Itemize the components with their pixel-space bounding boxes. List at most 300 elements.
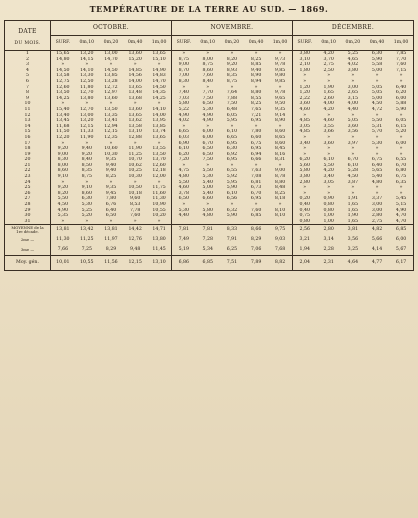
temperature-cell: 5,90 [371,56,383,62]
temperature-cell: 8,60 [202,67,213,73]
temperature-cell: 7,60 [395,62,407,68]
temperature-cell: 5,05 [347,118,359,124]
temperature-cell: » [51,219,75,225]
temperature-cell: 11,30 [152,196,166,202]
temperature-cell: 14,50 [152,84,166,90]
temperature-cell: 14,10 [80,67,94,73]
temperature-cell: 7,28 [202,237,213,243]
temperature-cell: 14,42 [123,225,147,236]
temperature-cell: 7,88 [226,95,238,101]
temperature-cell: » [351,146,355,152]
temperature-cell: 5,00 [202,185,213,191]
temperature-cell: 5,40 [371,174,383,180]
temperature-cell: 7,50 [226,101,238,107]
temperature-cell: 6,35 [395,179,407,185]
temperature-cell: 5,05 [371,84,383,90]
temperature-cell: 4,60 [292,107,316,113]
temperature-cell: 6,70 [395,162,407,168]
temperature-cell: 7,70 [202,90,213,96]
temperature-cell: » [351,185,355,191]
temperature-cell: 3,14 [323,237,334,243]
temperature-cell: 6,20 [292,157,316,163]
day-cell: 15 [5,129,51,135]
temperature-cell: 10,01 [51,256,75,271]
table-row [5,213,414,219]
temperature-cell: » [327,112,331,118]
temperature-cell: 15,40 [51,107,75,113]
temperature-cell: 7,08 [250,174,262,180]
temperature-cell: 8,78 [274,174,286,180]
temperature-cell: 14,50 [104,67,118,73]
temperature-cell: » [51,141,75,147]
temperature-cell: 6,94 [250,151,262,157]
temperature-cell: 8,10 [274,207,286,213]
temperature-cell: 5,30 [171,208,195,214]
temperature-cell: 8,30 [171,79,195,85]
temperature-cell: 9,75 [268,225,292,236]
temperature-cell: 13,10 [147,256,171,271]
temperature-cell: » [278,51,282,56]
temperature-cell: 5,92 [226,174,238,180]
temperature-cell: 6,81 [250,179,262,185]
day-cell: 27 [5,196,51,202]
temperature-cell: » [157,140,161,146]
temperature-cell: 6,92 [226,151,238,157]
column-header: 0m,20 [220,36,244,51]
temperature-cell: 5,66 [371,237,383,243]
temperature-cell: 5,50 [171,180,195,186]
temperature-cell: 6,03 [171,135,195,141]
temperature-cell: » [133,62,137,68]
temperature-cell: » [157,179,161,185]
temperature-cell: 4,82 [365,225,389,236]
temperature-cell: 1,00 [323,218,334,224]
temperature-cell: 13,62 [128,118,142,124]
temperature-cell: 4,90 [395,207,407,213]
day-cell: 26 [5,191,51,197]
temperature-cell: 7,60 [129,213,141,219]
temperature-cell: 10,70 [128,157,142,163]
temperature-cell: 3,70 [323,56,334,62]
table-row [5,90,414,96]
temperature-cell: 6,30 [226,146,238,152]
temperature-cell: 7,50 [202,95,213,101]
temperature-cell: 10,90 [152,202,166,208]
column-header: 0m,40 [123,36,147,51]
temperature-cell: » [85,218,89,224]
temperature-cell: 6,10 [323,157,334,163]
temperature-cell: 13,20 [80,51,94,56]
temperature-cell: 7,70 [395,56,407,62]
temperature-cell: 2,50 [323,67,334,73]
day-cell: 4 [5,68,51,74]
temperature-cell: 7,60 [250,207,262,213]
temperature-cell: 3,81 [341,225,365,236]
temperature-cell: 13,28 [104,78,118,84]
temperature-cell: 6,00 [395,95,407,101]
temperature-cell: 13,65 [128,112,142,118]
temperature-cell: 1,90 [323,84,334,90]
temperature-cell: 12,18 [152,168,166,174]
temperature-cell: » [85,101,89,107]
temperature-cell: 5,00 [371,95,383,101]
temperature-cell: 12,50 [80,78,94,84]
temperature-cell: 5,88 [395,101,407,107]
temperature-cell: 8,70 [171,68,195,74]
temperature-cell: 13,55 [152,146,166,152]
temperature-cell: » [171,202,195,208]
temperature-cell: 6,17 [389,256,413,271]
temperature-cell: 3,00 [371,207,383,213]
temperature-cell: 11,33 [80,129,94,135]
temperature-cell: » [51,180,75,186]
temperature-cell: 13,60 [104,95,118,101]
temperature-cell: 4,90 [51,208,75,214]
temperature-cell: 8,94 [250,78,262,84]
temperature-cell: » [292,79,316,85]
day-cell: 24 [5,180,51,186]
temperature-cell: » [351,78,355,84]
temperature-cell: 6,70 [202,140,213,146]
temperature-cell: 6,60 [202,196,213,202]
temperature-cell: » [351,134,355,140]
column-header: 1m,00 [147,36,171,51]
temperature-cell: 14,70 [152,78,166,84]
temperature-cell: 14,15 [80,56,94,62]
temperature-cell: 3,97 [347,140,359,146]
temperature-cell: 13,50 [152,151,166,157]
temperature-cell: 12,70 [80,90,94,96]
column-header: SURF. [292,36,316,51]
temperature-cell: 4,90 [202,118,213,124]
temperature-cell: 6,00 [395,140,407,146]
temperature-cell: 13,20 [80,118,94,124]
temperature-cell: 12,15 [123,256,147,271]
temperature-cell: » [278,123,282,129]
temperature-cell: 6,50 [202,151,213,157]
temperature-cell: 0,20 [292,196,316,202]
temperature-cell: 12,72 [104,84,118,90]
temperature-cell: 6,95 [250,118,262,124]
temperature-cell: 1,65 [347,207,359,213]
temperature-cell: 6,32 [226,207,238,213]
temperature-cell: 4,14 [371,247,383,253]
temperature-cell: 9,40 [81,146,92,152]
temperature-cell: 3,60 [347,123,359,129]
temperature-cell: 4,80 [202,213,213,219]
temperature-cell: 5,25 [347,51,359,56]
day-cell: 8 [5,90,51,96]
temperature-cell: 9,10 [81,185,92,191]
temperature-cell: 3,00 [347,84,359,90]
temperature-cell: 8,40 [202,78,213,84]
temperature-cell: 13,70 [152,157,166,163]
temperature-cell: 6,95 [250,146,262,152]
summary-label: 2me — [20,237,35,243]
temperature-cell: 3,37 [371,196,383,202]
temperature-cell: 11,90 [80,134,94,140]
temperature-cell: 10,60 [104,146,118,152]
temperature-cell: 13,81 [99,225,123,236]
temperature-cell: 7,15 [395,67,407,73]
temperature-cell: 5,15 [395,202,407,208]
temperature-cell: » [375,151,379,157]
temperature-cell: 8,80 [250,90,262,96]
temperature-cell: 13,65 [128,84,142,90]
temperature-cell: 2,10 [292,62,316,68]
column-header: 0m,10 [196,36,220,51]
day-cell: 20 [5,157,51,163]
temperature-cell: 11,30 [51,235,75,245]
temperature-cell: 4,00 [347,101,359,107]
temperature-cell: » [399,185,403,191]
day-cell: 30 [5,213,51,219]
temperature-cell: 4,70 [395,213,407,219]
temperature-cell: 6,50 [202,101,213,107]
temperature-cell: 7,68 [274,247,286,253]
temperature-cell: » [85,179,89,185]
temperature-cell: 9,78 [274,62,286,68]
temperature-cell: 11,60 [152,190,166,196]
temperature-cell: » [399,112,403,118]
temperature-cell: 2,04 [292,256,316,271]
temperature-cell: 6,05 [226,112,238,118]
temperature-cell: » [327,134,331,140]
temperature-cell: » [399,134,403,140]
temperature-cell: » [399,78,403,84]
temperature-cell: 14,80 [51,57,75,63]
temperature-cell: 8,75 [171,57,195,63]
temperature-cell: 8,25 [250,101,262,107]
temperature-cell: 9,14 [274,112,286,118]
temperature-cell: 3,60 [292,101,316,107]
temperature-cell: 3,00 [371,202,383,208]
temperature-cell: 4,50 [371,101,383,107]
temperature-cell: 5,40 [202,179,213,185]
temperature-cell: 4,75 [171,168,195,174]
month-header-october: OCTOBRE. [51,21,172,36]
temperature-cell: 14,85 [128,67,142,73]
temperature-cell: 9,65 [274,95,286,101]
temperature-cell: 14,70 [104,56,118,62]
temperature-cell: 14,00 [128,78,142,84]
temperature-cell: 13,50 [104,106,118,112]
temperature-cell: 3,05 [292,124,316,130]
temperature-cell: 8,10 [274,213,286,219]
temperature-cell: 6,66 [250,157,262,163]
temperature-cell: 3,40 [292,141,316,147]
temperature-cell: 4,02 [171,118,195,124]
temperature-cell: 6,75 [371,157,383,163]
temperature-cell: 4,85 [292,118,316,124]
temperature-cell: 6,85 [196,256,220,271]
temperature-cell: 6,95 [250,196,262,202]
temperature-cell: 12,76 [128,237,142,243]
temperature-cell: 9,85 [274,67,286,73]
temperature-cell: » [51,62,75,68]
temperature-cell: 6,70 [250,190,262,196]
temperature-cell: 6,40 [371,162,383,168]
temperature-cell: 3,21 [292,235,316,245]
day-cell: 19 [5,152,51,158]
temperature-cell: 13,95 [152,118,166,124]
temperature-cell: 0,80 [323,207,334,213]
temperature-cell: 6,00 [395,237,407,243]
temperature-cell: 14,00 [152,112,166,118]
temperature-cell: 13,81 [51,225,75,236]
temperature-cell: 13,10 [128,129,142,135]
month-header-december: DÉCEMBRE. [292,21,413,36]
temperature-cell: 4,77 [365,256,389,271]
temperature-cell: 4,72 [371,106,383,112]
temperature-cell: 3,60 [323,140,334,146]
temperature-cell: 12,60 [51,85,75,91]
temperature-cell: 8,60 [274,129,286,135]
temperature-cell: 5,28 [347,168,359,174]
temperature-cell: 6,85 [389,225,413,236]
temperature-cell: » [254,123,258,129]
temperature-cell: » [171,124,195,130]
temperature-cell: » [230,162,234,168]
day-cell: 14 [5,124,51,130]
temperature-cell: 14,71 [147,225,171,236]
temperature-cell: » [327,190,331,196]
temperature-cell: 4,20 [323,51,334,56]
temperature-cell: 3,10 [292,57,316,63]
temperature-cell: 7,80 [105,196,117,202]
temperature-cell: 8,40 [81,157,92,163]
column-header: 0m,10 [75,36,99,51]
day-cell: 13 [5,118,51,124]
temperature-cell: » [133,140,137,146]
temperature-cell: 4,20 [323,106,334,112]
temperature-cell: 8,29 [250,237,262,243]
day-cell: 10 [5,101,51,107]
temperature-cell: » [109,218,113,224]
temperature-cell: 12,60 [152,162,166,168]
temperature-cell: 13,85 [152,123,166,129]
temperature-cell: 9,20 [226,62,238,68]
temperature-cell: 5,22 [171,107,195,113]
temperature-cell: 4,65 [347,56,359,62]
temperature-cell: 0,80 [323,202,334,208]
temperature-cell: 12,15 [80,123,94,129]
day-cell: 7 [5,85,51,91]
temperature-cell: 13,40 [51,113,75,119]
temperature-cell: » [292,191,316,197]
temperature-cell: 8,60 [274,140,286,146]
temperature-cell: 6,73 [250,185,262,191]
temperature-cell: 2,56 [292,225,316,236]
temperature-cell: 9,20 [51,185,75,191]
day-cell: 23 [5,174,51,180]
temperature-cell: 2,60 [323,95,334,101]
temperature-cell: » [375,78,379,84]
temperature-cell: » [230,202,234,208]
temperature-cell: » [254,84,258,90]
temperature-cell: 13,41 [104,118,118,124]
temperature-cell: 13,42 [75,225,99,236]
temperature-cell: » [171,51,195,57]
temperature-cell: » [206,123,210,129]
temperature-cell: 5,35 [51,213,75,219]
day-cell: 3 [5,62,51,68]
temperature-cell: 7,65 [250,106,262,112]
temperature-cell: » [133,101,137,107]
temperature-cell: 9,45 [105,190,117,196]
column-header: SURF. [171,36,195,51]
temperature-cell: 3,55 [323,123,334,129]
temperature-cell: 1,90 [347,213,359,219]
temperature-cell: 8,16 [274,151,286,157]
temperature-cell: 14,25 [51,96,75,102]
temperature-cell: 12,88 [128,134,142,140]
day-cell: 25 [5,185,51,191]
temperature-cell: 9,80 [274,73,286,79]
temperature-cell: 4,60 [171,185,195,191]
temperature-cell: » [157,218,161,224]
table-row [5,51,414,57]
temperature-cell: 9,60 [129,196,141,202]
temperature-cell: 9,35 [105,157,117,163]
temperature-cell: 8,60 [81,190,92,196]
temperature-cell: 14,10 [152,106,166,112]
temperature-cell: 4,40 [347,106,359,112]
temperature-cell: 12,70 [80,106,94,112]
temperature-cell: 5,30 [202,106,213,112]
temperature-cell: 8,50 [81,162,92,168]
temperature-cell: 6,60 [250,134,262,140]
temperature-cell: 3,25 [347,247,359,253]
temperature-cell: 2,80 [292,180,316,186]
temperature-cell: 8,53 [129,202,141,208]
temperature-cell: 11,80 [80,84,94,90]
temperature-cell: 1,00 [323,213,334,219]
temperature-cell: 6,95 [226,157,238,163]
temperature-cell: 0,40 [292,202,316,208]
temperature-cell: 11,97 [104,237,118,243]
temperature-cell: 8,90 [274,118,286,124]
column-header: 1m,00 [268,36,292,51]
temperature-cell: 8,80 [274,179,286,185]
temperature-cell: 3,80 [292,174,316,180]
temperature-cell: 8,25 [250,56,262,62]
temperature-cell: 3,15 [347,95,359,101]
temperature-cell: 15,10 [152,56,166,62]
month-header-row [5,21,414,36]
temperature-cell: 1,65 [347,202,359,208]
temperature-cell: 7,50 [202,157,213,163]
temperature-cell: 5,30 [202,174,213,180]
temperature-cell: 9,03 [274,237,286,243]
temperature-cell: » [399,190,403,196]
temperature-cell: 2,75 [323,62,334,68]
temperature-cell: 4,50 [51,202,75,208]
temperature-cell: » [254,202,258,208]
temperature-cell: 8,30 [51,157,75,163]
summary-label-cell [5,245,51,256]
temperature-cell: » [278,202,282,208]
column-header-row [5,36,414,51]
day-cell: 6 [5,79,51,85]
temperature-cell: 7,20 [171,157,195,163]
temperature-cell: 6,40 [395,84,407,90]
temperature-cell: 7,60 [202,73,213,79]
temperature-cell: 11,25 [80,237,94,243]
temperature-cell: » [327,146,331,152]
temperature-cell: 11,68 [51,124,75,130]
temperature-cell: 10,55 [75,256,99,271]
